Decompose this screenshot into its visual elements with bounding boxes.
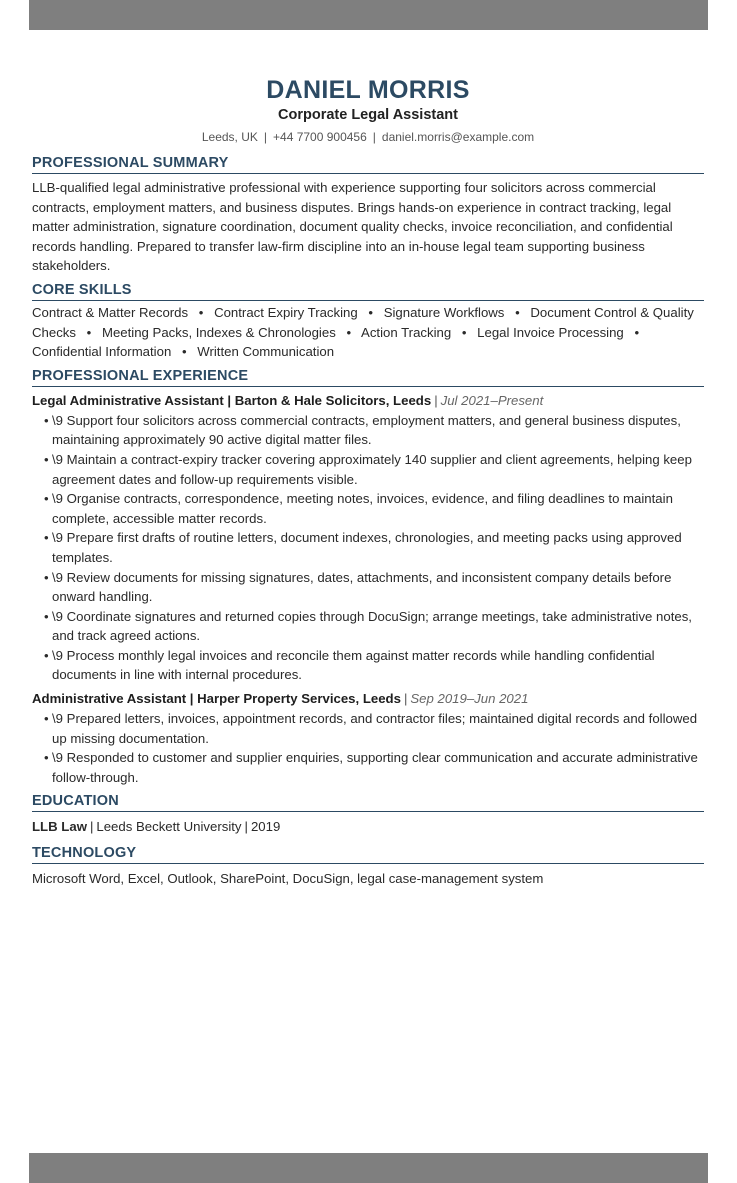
- summary-text: LLB-qualified legal administrative professional with experience supporting four solicitors across commercial contracts, employment matters, and business disputes. Brings hands-on experience in contract tracking, legal matter administration, signature coordination, document quality checks, invoice reconciliation, and confidential records handling. Prepared to transfer law-firm discipline into an in-house legal team supporting business stakeholders.: [32, 180, 673, 274]
- list-item: [44, 607, 704, 646]
- bullet-icon: •: [44, 412, 49, 428]
- candidate-title: Corporate Legal Assistant: [278, 107, 458, 123]
- job-dates: Jul 2021–Present: [440, 392, 544, 408]
- candidate-name: DANIEL MORRIS: [266, 76, 470, 104]
- skills-list: [32, 303, 704, 362]
- list-item: [44, 748, 704, 787]
- job-dates: Sep 2019–Jun 2021: [410, 691, 529, 707]
- skill-item: Contract & Matter Records: [32, 304, 189, 320]
- resume-content: [32, 75, 704, 888]
- skill-item: Meeting Packs, Indexes & Chronologies: [101, 324, 336, 340]
- resume-page: [0, 30, 737, 1153]
- job-separator: |: [403, 691, 408, 707]
- list-item: [44, 450, 704, 489]
- bullet-icon: •: [44, 647, 49, 663]
- contact-email[interactable]: daniel.morris@example.com: [381, 130, 535, 144]
- skill-item: Confidential Information: [32, 344, 172, 360]
- list-item: [44, 528, 704, 567]
- bullet-text: \9 Prepared letters, invoices, appointment records, and contractor files; maintained digital records and followed up missing documentation.: [52, 711, 698, 746]
- bullet-text: \9 Responded to customer and supplier enquiries, supporting clear communication and accurate administrative follow-through.: [52, 750, 698, 785]
- bullet-icon: •: [44, 491, 49, 507]
- bullet-text: \9 Support four solicitors across commercial contracts, employment matters, and general business disputes, maintaining approximately 90 active digital matter files.: [52, 412, 681, 448]
- job-separator: |: [434, 392, 438, 408]
- skill-separator: •: [181, 344, 187, 360]
- education-degree: LLB Law: [32, 819, 87, 835]
- bullet-text: \9 Review documents for missing signatures, dates, attachments, and inconsistent company details before onward handling.: [52, 569, 672, 605]
- bullet-icon: •: [44, 750, 49, 766]
- job-heading: [32, 689, 704, 708]
- viewer-top-bar: [29, 0, 708, 30]
- contact-separator: |: [263, 130, 268, 144]
- skill-separator: •: [461, 324, 467, 340]
- education-institution: Leeds Beckett University: [96, 819, 242, 835]
- bullet-text: \9 Coordinate signatures and returned copies through DocuSign; arrange meetings, take administrative notes, and track agreed actions.: [52, 608, 692, 644]
- contact-line: [32, 128, 704, 146]
- bullet-text: \9 Organise contracts, correspondence, meeting notes, invoices, evidence, and filing deadlines to maintain complete, accessible matter records.: [52, 491, 673, 526]
- education-separator: |: [244, 819, 248, 835]
- bullet-icon: •: [44, 530, 49, 546]
- viewer-bottom-bar: [29, 1153, 708, 1183]
- skills-heading: CORE SKILLS: [32, 282, 704, 301]
- skill-separator: •: [346, 324, 352, 340]
- job-heading: [32, 391, 704, 410]
- skill-separator: •: [198, 304, 204, 320]
- job-role-company: Administrative Assistant | Harper Property Services, Leeds: [32, 691, 401, 707]
- skill-item: Document Control & Quality Checks: [32, 304, 694, 340]
- skill-item: Written Communication: [197, 344, 335, 360]
- list-item: [44, 709, 704, 748]
- skill-separator: •: [515, 304, 520, 320]
- technology-text: Microsoft Word, Excel, Outlook, SharePoint, DocuSign, legal case-management system: [32, 871, 544, 887]
- bullet-text: \9 Maintain a contract-expiry tracker covering approximately 140 supplier and client agreements, helping keep agreement dates and follow-up requirements visible.: [52, 451, 692, 487]
- skill-item: Contract Expiry Tracking: [214, 304, 358, 320]
- skill-separator: •: [86, 324, 92, 340]
- contact-phone: +44 7700 900456: [273, 130, 367, 144]
- education-entry: [32, 817, 704, 836]
- list-item: [44, 489, 704, 528]
- skill-separator: •: [368, 304, 374, 320]
- bullet-text: \9 Process monthly legal invoices and reconcile them against matter records while handling confidential documents in line with internal procedures.: [52, 647, 655, 683]
- bullet-icon: •: [44, 711, 49, 727]
- contact-separator: |: [372, 130, 376, 144]
- list-item: [44, 411, 704, 450]
- job-role-company: Legal Administrative Assistant | Barton & Hale Solicitors, Leeds: [32, 392, 432, 408]
- skill-item: Signature Workflows: [383, 304, 505, 320]
- education-heading: EDUCATION: [32, 793, 704, 812]
- experience-list: [32, 391, 704, 788]
- skill-item: Legal Invoice Processing: [477, 324, 624, 340]
- education-separator: |: [89, 819, 94, 835]
- bullet-text: \9 Prepare first drafts of routine letters, document indexes, chronologies, and meeting packs using approved templates.: [52, 530, 682, 565]
- skill-separator: •: [634, 324, 640, 340]
- experience-heading: PROFESSIONAL EXPERIENCE: [32, 368, 704, 387]
- skill-item: Action Tracking: [361, 324, 452, 340]
- bullet-icon: •: [44, 569, 49, 585]
- education-year: 2019: [250, 819, 281, 835]
- list-item: [44, 568, 704, 607]
- bullet-icon: •: [44, 451, 49, 467]
- job-bullets: [32, 709, 704, 787]
- bullet-icon: •: [44, 608, 49, 624]
- contact-location: Leeds, UK: [201, 130, 258, 144]
- summary-heading: PROFESSIONAL SUMMARY: [32, 155, 704, 174]
- job-bullets: [32, 411, 704, 685]
- technology-heading: TECHNOLOGY: [32, 845, 704, 864]
- list-item: [44, 646, 704, 685]
